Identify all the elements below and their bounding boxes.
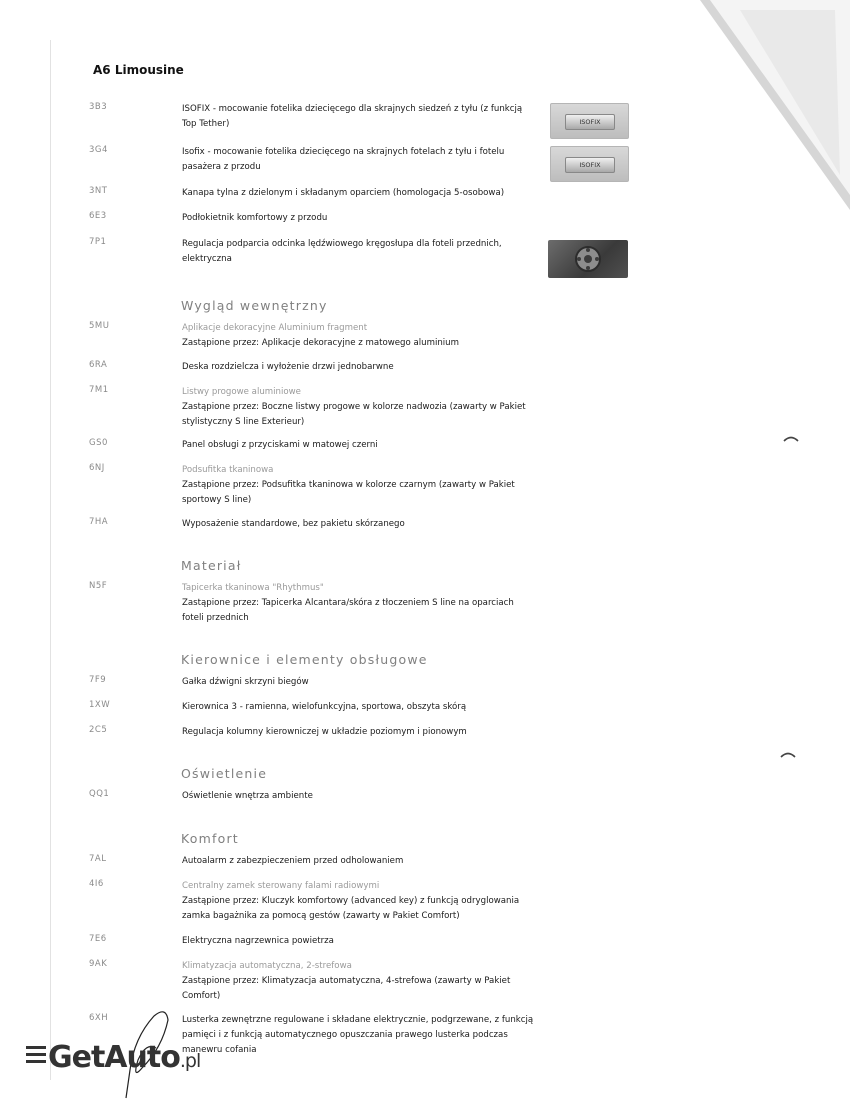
original-option: Klimatyzacja automatyczna, 2-strefowa: [182, 961, 352, 971]
watermark-brand: GetAuto: [48, 1040, 180, 1075]
section-heading: Wygląd wewnętrzny: [181, 298, 328, 313]
option-code: 6RA: [89, 360, 108, 370]
section-heading: Materiał: [181, 558, 242, 573]
option-code: QQ1: [89, 789, 110, 799]
option-code: 7AL: [89, 854, 107, 864]
option-description: Elektryczna nagrzewnica powietrza: [182, 936, 334, 946]
option-description: Gałka dźwigni skrzyni biegów: [182, 677, 309, 687]
replacement-option: Zastąpione przez: Kluczyk komfortowy (advanced key) z funkcją odryglowania zamka bagażnika za pomocą gestów (zawarty w Pakiet Comfort): [182, 896, 520, 921]
option-description: [182, 321, 537, 351]
option-description: [182, 385, 537, 430]
replacement-option: Zastąpione przez: Aplikacje dekoracyjne z matowego aluminium: [182, 338, 460, 348]
option-description: Oświetlenie wnętrza ambiente: [182, 791, 313, 801]
option-code: 3B3: [89, 102, 108, 112]
isofix-badge-label: ISOFIX: [565, 114, 615, 130]
original-option: Listwy progowe aluminiowe: [182, 387, 301, 397]
isofix-image: [550, 103, 629, 139]
option-code: 7F9: [89, 675, 107, 685]
original-option: Centralny zamek sterowany falami radiowymi: [182, 881, 380, 891]
option-code: GS0: [89, 438, 108, 448]
option-description: [182, 959, 537, 1004]
option-description: Lusterka zewnętrzne regulowane i składane elektrycznie, podgrzewane, z funkcją pamięci i z funkcją automatycznego opuszczania prawego lusterka podczas manewru cofania: [182, 1015, 534, 1055]
original-option: Podsufitka tkaninowa: [182, 465, 274, 475]
option-code: 1XW: [89, 700, 111, 710]
option-description: Panel obsługi z przyciskami w matowej czerni: [182, 440, 378, 450]
option-code: 7HA: [89, 517, 109, 527]
punch-hole-mark: [779, 749, 797, 767]
option-description: [182, 463, 537, 508]
page-margin-line: [50, 40, 51, 1080]
option-description: Isofix - mocowanie fotelika dziecięcego na skrajnych fotelach z tyłu i fotelu pasażera z przodu: [182, 147, 505, 172]
getauto-watermark-logo: [26, 1040, 200, 1075]
option-code: 9AK: [89, 959, 108, 969]
option-description: Autoalarm z zabezpieczeniem przed odholowaniem: [182, 856, 404, 866]
original-option: Tapicerka tkaninowa "Rhythmus": [182, 583, 324, 593]
original-option: Aplikacje dekoracyjne Aluminium fragment: [182, 323, 368, 333]
lumbar-switch-image: [548, 240, 628, 278]
option-description: ISOFIX - mocowanie fotelika dziecięcego dla skrajnych siedzeń z tyłu (z funkcją Top Tether): [182, 104, 523, 129]
section-heading: Kierownice i elementy obsługowe: [181, 652, 428, 667]
option-code: 2C5: [89, 725, 108, 735]
section-heading: Komfort: [181, 831, 239, 846]
option-description: Kierownica 3 - ramienna, wielofunkcyjna, sportowa, obszyta skórą: [182, 702, 467, 712]
option-description: [182, 879, 537, 924]
option-description: Kanapa tylna z dzielonym i składanym oparciem (homologacja 5-osobowa): [182, 188, 505, 198]
option-description: Deska rozdzielcza i wyłożenie drzwi jednobarwne: [182, 362, 394, 372]
option-description: Regulacja kolumny kierowniczej w układzie poziomym i pionowym: [182, 727, 467, 737]
isofix-badge-label: ISOFIX: [565, 157, 615, 173]
option-description: Podłokietnik komfortowy z przodu: [182, 213, 328, 223]
option-code: 4I6: [89, 879, 104, 889]
option-description: Wyposażenie standardowe, bez pakietu skórzanego: [182, 519, 405, 529]
punch-hole-mark: [782, 433, 800, 451]
option-code: N5F: [89, 581, 108, 591]
option-code: 5MU: [89, 321, 110, 331]
lumbar-switch-icon: [548, 240, 628, 278]
option-description: [182, 581, 537, 626]
replacement-option: Zastąpione przez: Klimatyzacja automatyczna, 4-strefowa (zawarty w Pakiet Comfort): [182, 976, 511, 1001]
watermark-tld: .pl: [179, 1050, 201, 1072]
option-code: 7M1: [89, 385, 109, 395]
folded-corner: [700, 0, 850, 210]
option-code: 3G4: [89, 145, 108, 155]
isofix-image: [550, 146, 629, 182]
option-code: 6NJ: [89, 463, 105, 473]
section-heading: Oświetlenie: [181, 766, 268, 781]
replacement-option: Zastąpione przez: Boczne listwy progowe w kolorze nadwozia (zawarty w Pakiet stylistyczny S line Exterieur): [182, 402, 526, 427]
option-description: Regulacja podparcia odcinka lędźwiowego kręgosłupa dla foteli przednich, elektryczna: [182, 239, 502, 264]
option-code: 7P1: [89, 237, 107, 247]
option-code: 6XH: [89, 1013, 109, 1023]
option-code: 3NT: [89, 186, 108, 196]
replacement-option: Zastąpione przez: Podsufitka tkaninowa w kolorze czarnym (zawarty w Pakiet sportowy S line): [182, 480, 515, 505]
menu-lines-icon: [26, 1042, 46, 1067]
option-code: 6E3: [89, 211, 107, 221]
option-code: 7E6: [89, 934, 107, 944]
document-title: A6 Limousine: [93, 63, 184, 77]
replacement-option: Zastąpione przez: Tapicerka Alcantara/skóra z tłoczeniem S line na oparciach foteli przednich: [182, 598, 514, 623]
